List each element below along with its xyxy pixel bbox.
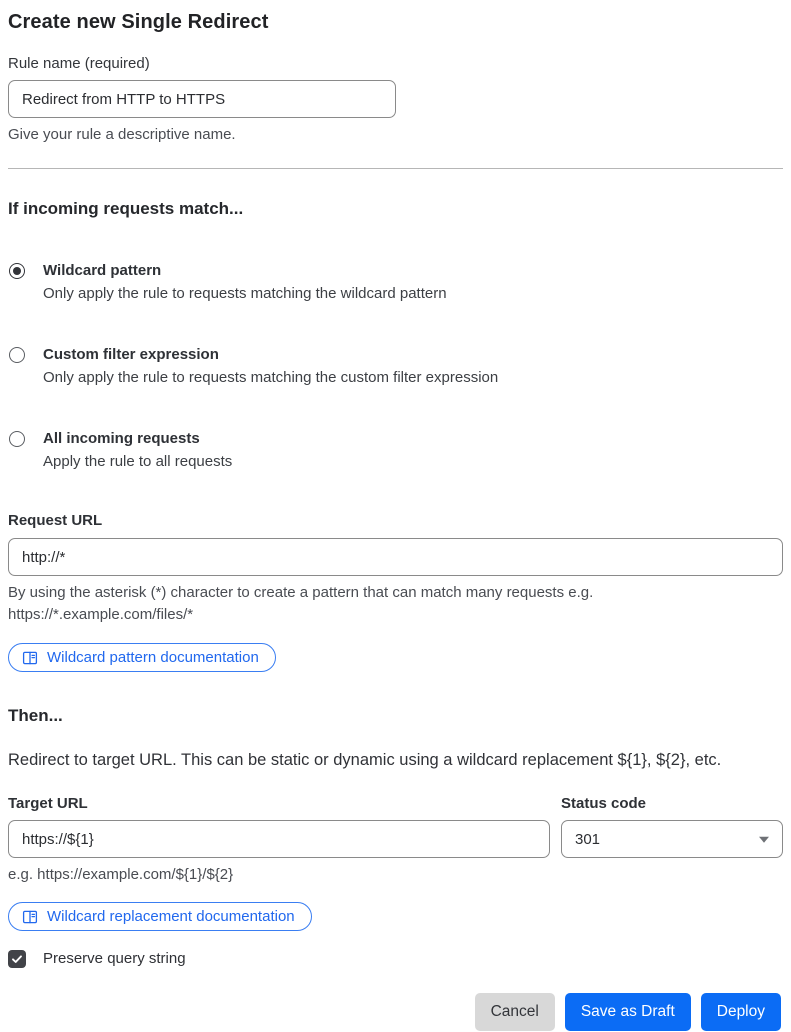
rule-name-input[interactable] <box>8 80 396 118</box>
rule-name-help: Give your rule a descriptive name. <box>8 126 236 143</box>
radio-option-label: Wildcard pattern <box>43 262 162 279</box>
radio-unselected-icon[interactable] <box>9 431 25 447</box>
radio-option-description: Only apply the rule to requests matching the custom filter expression <box>43 369 499 386</box>
radio-option-all-incoming-requests[interactable] <box>8 429 783 473</box>
target-url-label: Target URL <box>8 795 88 812</box>
chevron-down-icon <box>759 837 769 843</box>
cancel-button[interactable]: Cancel <box>475 993 555 1031</box>
radio-option-description: Apply the rule to all requests <box>43 453 233 470</box>
radio-option-description: Only apply the rule to requests matching the wildcard pattern <box>43 285 447 302</box>
match-section-heading: If incoming requests match... <box>8 199 244 218</box>
radio-option-wildcard-pattern[interactable] <box>8 261 783 305</box>
wildcard-pattern-documentation-label: Wildcard pattern documentation <box>47 649 259 666</box>
wildcard-pattern-documentation-button[interactable] <box>8 643 276 672</box>
save-as-draft-button[interactable]: Save as Draft <box>565 993 691 1031</box>
status-code-value: 301 <box>575 830 601 848</box>
status-code-label: Status code <box>561 795 647 812</box>
checkbox-checked-icon[interactable] <box>8 950 26 968</box>
radio-selected-icon[interactable] <box>9 263 25 279</box>
target-url-help: e.g. https://example.com/${1}/${2} <box>8 866 234 883</box>
section-divider <box>8 168 783 169</box>
status-code-select[interactable] <box>561 820 783 858</box>
then-section-heading: Then... <box>8 706 63 725</box>
footer-actions <box>8 993 783 1031</box>
request-url-help: By using the asterisk (*) character to create a pattern that can match many requests e.g. https://*.example.com/files/* <box>8 584 594 623</box>
then-description: Redirect to target URL. This can be static or dynamic using a wildcard replacement ${1}, ${2}, etc. <box>8 751 722 769</box>
deploy-button[interactable]: Deploy <box>701 993 781 1031</box>
target-url-input[interactable] <box>8 820 550 858</box>
wildcard-replacement-documentation-button[interactable] <box>8 902 312 931</box>
radio-option-custom-filter-expression[interactable] <box>8 345 783 389</box>
radio-option-label: Custom filter expression <box>43 346 219 363</box>
preserve-query-string-option[interactable] <box>8 949 783 969</box>
wildcard-replacement-documentation-label: Wildcard replacement documentation <box>47 908 295 925</box>
request-url-label: Request URL <box>8 512 103 529</box>
preserve-query-string-label: Preserve query string <box>43 950 186 967</box>
book-icon <box>22 909 38 925</box>
request-url-input[interactable] <box>8 538 783 576</box>
book-icon <box>22 650 38 666</box>
page-title: Create new Single Redirect <box>8 11 269 33</box>
rule-name-label: Rule name (required) <box>8 55 150 72</box>
radio-option-label: All incoming requests <box>43 430 200 447</box>
radio-unselected-icon[interactable] <box>9 347 25 363</box>
